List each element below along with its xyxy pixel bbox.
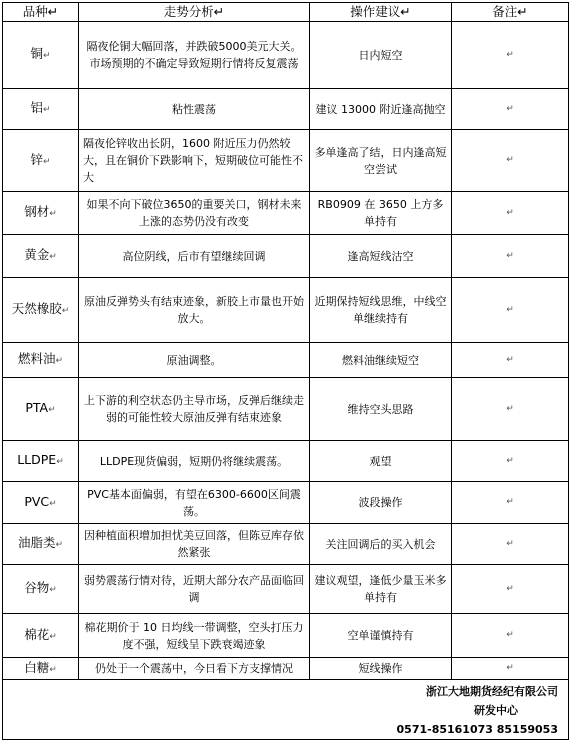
note-cell: ↵ xyxy=(452,343,569,378)
advice-cell: 观望 xyxy=(310,441,452,482)
table-row xyxy=(3,378,569,441)
contact-phone: 0571-85161073 85159053 xyxy=(396,723,558,736)
analysis-cell: PVC基本面偏弱，有望在6300-6600区间震荡。 xyxy=(79,482,310,524)
header-note: 备注↵ xyxy=(452,3,569,22)
analysis-cell: 仍处于一个震荡中，今日看下方支撑情况 xyxy=(79,658,310,680)
header-advice: 操作建议↵ xyxy=(310,3,452,22)
variety-cell: 黄金↵ xyxy=(3,235,79,278)
advice-cell: 逢高短线沽空 xyxy=(310,235,452,278)
note-cell: ↵ xyxy=(452,524,569,565)
table-row xyxy=(3,89,569,130)
note-cell: ↵ xyxy=(452,378,569,441)
table-row xyxy=(3,524,569,565)
table-row xyxy=(3,614,569,658)
note-cell: ↵ xyxy=(452,441,569,482)
analysis-cell: 如果不向下破位3650的重要关口，钢材未来上涨的态势仍没有改变 xyxy=(79,192,310,235)
advice-cell: 建议观望，逢低少量玉米多单持有 xyxy=(310,565,452,614)
company-name: 浙江大地期货经纪有限公司 xyxy=(426,685,558,698)
analysis-cell: 高位阴线，后市有望继续回调 xyxy=(79,235,310,278)
variety-cell: 谷物↵ xyxy=(3,565,79,614)
variety-cell: 铝↵ xyxy=(3,89,79,130)
variety-cell: LLDPE↵ xyxy=(3,441,79,482)
table-row xyxy=(3,658,569,680)
advice-cell: 波段操作 xyxy=(310,482,452,524)
department-name: 研发中心 xyxy=(474,704,518,717)
table-header-row xyxy=(3,3,569,22)
advice-cell: 空单谨慎持有 xyxy=(310,614,452,658)
analysis-cell: 原油调整。 xyxy=(79,343,310,378)
header-analysis: 走势分析↵ xyxy=(79,3,310,22)
market-analysis-table xyxy=(2,2,569,740)
note-cell: ↵ xyxy=(452,482,569,524)
table-row xyxy=(3,192,569,235)
advice-cell: 燃料油继续短空 xyxy=(310,343,452,378)
table-row xyxy=(3,565,569,614)
variety-cell: 油脂类↵ xyxy=(3,524,79,565)
table-row xyxy=(3,441,569,482)
analysis-cell: 因种植面积增加担忧美豆回落，但陈豆库存依然紧张 xyxy=(79,524,310,565)
note-cell: ↵ xyxy=(452,278,569,343)
variety-cell: 棉花↵ xyxy=(3,614,79,658)
note-cell: ↵ xyxy=(452,130,569,192)
analysis-cell: 弱势震荡行情对待，近期大部分农产品面临回调 xyxy=(79,565,310,614)
variety-cell: 天然橡胶↵ xyxy=(3,278,79,343)
variety-cell: 白糖↵ xyxy=(3,658,79,680)
table-row xyxy=(3,22,569,89)
variety-cell: PTA↵ xyxy=(3,378,79,441)
analysis-cell: 棉花期价于 10 日均线一带调整，空头打压力度不强，短线呈下跌衰竭迹象 xyxy=(79,614,310,658)
advice-cell: 多单逢高了结，日内逢高短空尝试 xyxy=(310,130,452,192)
header-variety: 品种↵ xyxy=(3,3,79,22)
footer-row xyxy=(3,680,569,740)
advice-cell: 维持空头思路 xyxy=(310,378,452,441)
note-cell: ↵ xyxy=(452,235,569,278)
note-cell: ↵ xyxy=(452,565,569,614)
note-cell: ↵ xyxy=(452,658,569,680)
table-row xyxy=(3,130,569,192)
table-row xyxy=(3,278,569,343)
analysis-cell: 隔夜伦锌收出长阴，1600 附近压力仍然较大，且在铜价下跌影响下，短期破位可能性不大 xyxy=(79,130,310,192)
analysis-cell: 上下游的利空状态仍主导市场，反弹后继续走弱的可能性较大原油反弹有结束迹象 xyxy=(79,378,310,441)
variety-cell: 铜↵ xyxy=(3,22,79,89)
analysis-cell: LLDPE现货偏弱，短期仍将继续震荡。 xyxy=(79,441,310,482)
note-cell: ↵ xyxy=(452,89,569,130)
note-cell: ↵ xyxy=(452,192,569,235)
analysis-cell: 粘性震荡 xyxy=(79,89,310,130)
advice-cell: RB0909 在 3650 上方多单持有 xyxy=(310,192,452,235)
variety-cell: PVC↵ xyxy=(3,482,79,524)
advice-cell: 建议 13000 附近逢高抛空 xyxy=(310,89,452,130)
variety-cell: 燃料油↵ xyxy=(3,343,79,378)
advice-cell: 关注回调后的买入机会 xyxy=(310,524,452,565)
advice-cell: 近期保持短线思维，中线空单继续持有 xyxy=(310,278,452,343)
table-row xyxy=(3,482,569,524)
advice-cell: 短线操作 xyxy=(310,658,452,680)
variety-cell: 锌↵ xyxy=(3,130,79,192)
footer-cell xyxy=(3,680,569,740)
note-cell: ↵ xyxy=(452,614,569,658)
analysis-cell: 隔夜伦铜大幅回落，并跌破5000美元大关。市场预期的不确定导致短期行情将反复震荡 xyxy=(79,22,310,89)
table-row xyxy=(3,235,569,278)
analysis-cell: 原油反弹势头有结束迹象，新胶上市量也开始放大。 xyxy=(79,278,310,343)
variety-cell: 钢材↵ xyxy=(3,192,79,235)
advice-cell: 日内短空 xyxy=(310,22,452,89)
note-cell: ↵ xyxy=(452,22,569,89)
table-row xyxy=(3,343,569,378)
